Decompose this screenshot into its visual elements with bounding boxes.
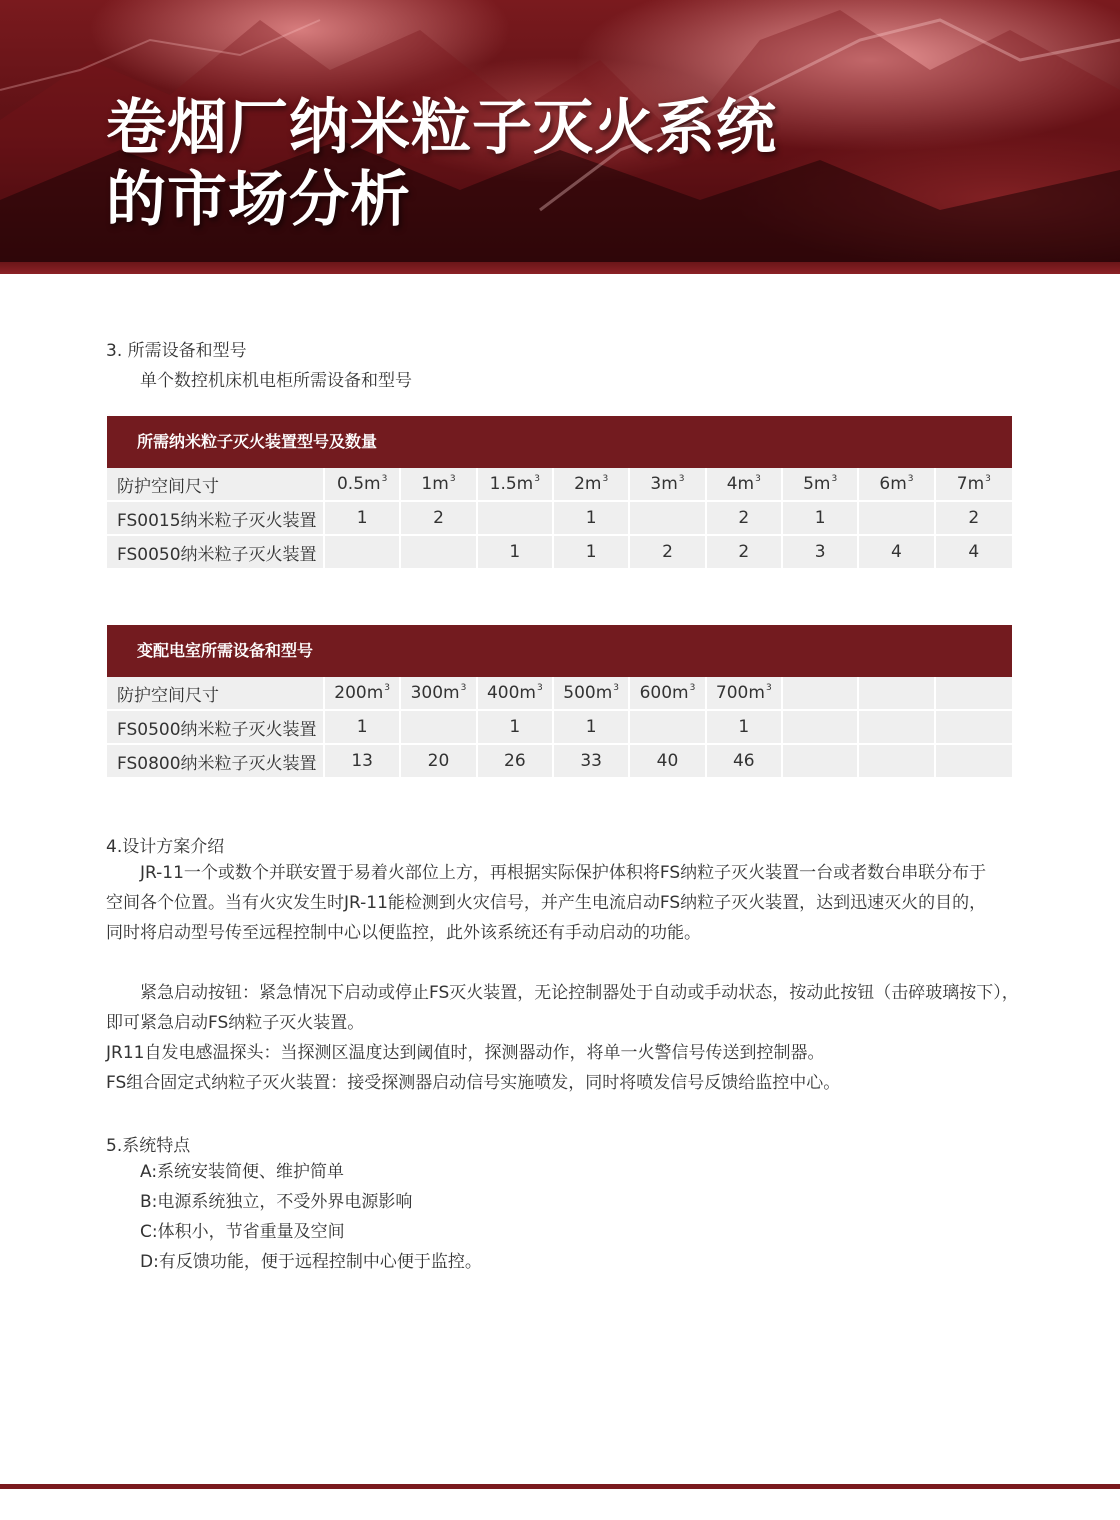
- table-cell: 1: [554, 502, 630, 536]
- table-cell: 3: [783, 536, 859, 568]
- table-cell: [936, 677, 1012, 711]
- table-row: [107, 502, 1012, 536]
- table-cell: [325, 536, 401, 568]
- table-cell: 1: [478, 711, 554, 745]
- table-cell: 防护空间尺寸: [107, 677, 325, 711]
- table-cell: 13: [325, 745, 401, 777]
- title-line-1: 卷烟厂纳米粒子灭火系统: [106, 93, 777, 163]
- table-row: [107, 536, 1012, 568]
- table-cell: [859, 502, 935, 536]
- section4-paragraph-2: [106, 978, 1019, 1098]
- paragraph-line: 即可紧急启动FS纳粒子灭火装置。: [106, 1013, 365, 1033]
- table-cell: 40: [630, 745, 706, 777]
- table-cell: 1: [707, 711, 783, 745]
- section5-heading: 5.系统特点: [106, 1136, 191, 1156]
- table-cell: [478, 502, 554, 536]
- table-cell: [783, 745, 859, 777]
- table-cell: 1: [478, 536, 554, 568]
- list-item: D:有反馈功能，便于远程控制中心便于监控。: [140, 1252, 482, 1272]
- table-cell: 2: [401, 502, 477, 536]
- table1-block: [107, 416, 1012, 568]
- section5-list: [106, 1157, 1016, 1277]
- footer-rule: [0, 1484, 1120, 1489]
- paragraph-line: 紧急启动按钮：紧急情况下启动或停止FS灭火装置，无论控制器处于自动或手动状态，按动此按钮（击碎玻璃按下），: [140, 983, 1019, 1003]
- table-cell: $3m^3$: [630, 468, 706, 502]
- section4-paragraph-1: [106, 858, 1016, 948]
- table-cell: 2: [707, 502, 783, 536]
- table-cell: $7m^3$: [936, 468, 1012, 502]
- paragraph-line: FS组合固定式纳粒子灭火装置：接受探测器启动信号实施喷发，同时将喷发信号反馈给监控中心。: [106, 1073, 841, 1093]
- table-row: [107, 468, 1012, 502]
- list-item: C:体积小，节省重量及空间: [140, 1222, 345, 1242]
- table-cell: $400m^3$: [478, 677, 554, 711]
- table-cell: 20: [401, 745, 477, 777]
- table-cell: 2: [936, 502, 1012, 536]
- list-item: B:电源系统独立，不受外界电源影响: [140, 1192, 413, 1212]
- table-cell: 2: [707, 536, 783, 568]
- table-row: [107, 711, 1012, 745]
- table-cell: [783, 677, 859, 711]
- table-cell: [401, 711, 477, 745]
- table-row: [107, 677, 1012, 711]
- table-cell: 4: [936, 536, 1012, 568]
- table-row: [107, 745, 1012, 777]
- table-cell: 26: [478, 745, 554, 777]
- table-cell: $5m^3$: [783, 468, 859, 502]
- table-cell: 33: [554, 745, 630, 777]
- table-cell: 防护空间尺寸: [107, 468, 325, 502]
- table-cell: FS0015纳米粒子灭火装置: [107, 502, 325, 536]
- list-item: A:系统安装简便、维护简单: [140, 1162, 345, 1182]
- table2-header: 变配电室所需设备和型号: [107, 625, 1012, 677]
- page-title: [106, 92, 777, 236]
- paragraph-line: JR-11一个或数个并联安置于易着火部位上方，再根据实际保护体积将FS纳粒子灭火装置一台或者数台串联分布于: [140, 863, 987, 883]
- table-cell: 1: [554, 536, 630, 568]
- table2-block: [107, 625, 1012, 777]
- table-cell: $700m^3$: [707, 677, 783, 711]
- table-cell: [936, 711, 1012, 745]
- table-cell: [401, 536, 477, 568]
- paragraph-line: 空间各个位置。当有火灾发生时JR-11能检测到火灾信号，并产生电流启动FS纳粒子灭火装置，达到迅速灭火的目的，: [106, 893, 987, 913]
- table-cell: $4m^3$: [707, 468, 783, 502]
- section3-subheading: 单个数控机床机电柜所需设备和型号: [140, 371, 412, 391]
- table-cell: $6m^3$: [859, 468, 935, 502]
- table-cell: [859, 745, 935, 777]
- table1: [107, 468, 1012, 568]
- table-cell: 1: [783, 502, 859, 536]
- title-line-2: 的市场分析: [106, 165, 411, 235]
- section3-heading: 3. 所需设备和型号: [106, 341, 247, 361]
- table-cell: 1: [325, 502, 401, 536]
- table-cell: $600m^3$: [630, 677, 706, 711]
- table1-header: 所需纳米粒子灭火装置型号及数量: [107, 416, 1012, 468]
- banner-band: [0, 262, 1120, 274]
- table-cell: 1: [325, 711, 401, 745]
- table-cell: $1.5m^3$: [478, 468, 554, 502]
- table-cell: [783, 711, 859, 745]
- table-cell: $500m^3$: [554, 677, 630, 711]
- table-cell: 4: [859, 536, 935, 568]
- table2: [107, 677, 1012, 777]
- table-cell: 2: [630, 536, 706, 568]
- header-banner: [0, 0, 1120, 262]
- table-cell: FS0500纳米粒子灭火装置: [107, 711, 325, 745]
- section4-heading: 4.设计方案介绍: [106, 837, 225, 857]
- table-cell: $200m^3$: [325, 677, 401, 711]
- table-cell: [936, 745, 1012, 777]
- table-cell: $300m^3$: [401, 677, 477, 711]
- table-cell: FS0050纳米粒子灭火装置: [107, 536, 325, 568]
- table-cell: $0.5m^3$: [325, 468, 401, 502]
- table-cell: [630, 502, 706, 536]
- table-cell: FS0800纳米粒子灭火装置: [107, 745, 325, 777]
- paragraph-line: JR11自发电感温探头：当探测区温度达到阈值时，探测器动作，将单一火警信号传送到控制器。: [106, 1043, 825, 1063]
- paragraph-line: 同时将启动型号传至远程控制中心以便监控，此外该系统还有手动启动的功能。: [106, 923, 701, 943]
- table-cell: $1m^3$: [401, 468, 477, 502]
- table-cell: [859, 711, 935, 745]
- table-cell: 1: [554, 711, 630, 745]
- table-cell: [630, 711, 706, 745]
- table-cell: $2m^3$: [554, 468, 630, 502]
- table-cell: [859, 677, 935, 711]
- table-cell: 46: [707, 745, 783, 777]
